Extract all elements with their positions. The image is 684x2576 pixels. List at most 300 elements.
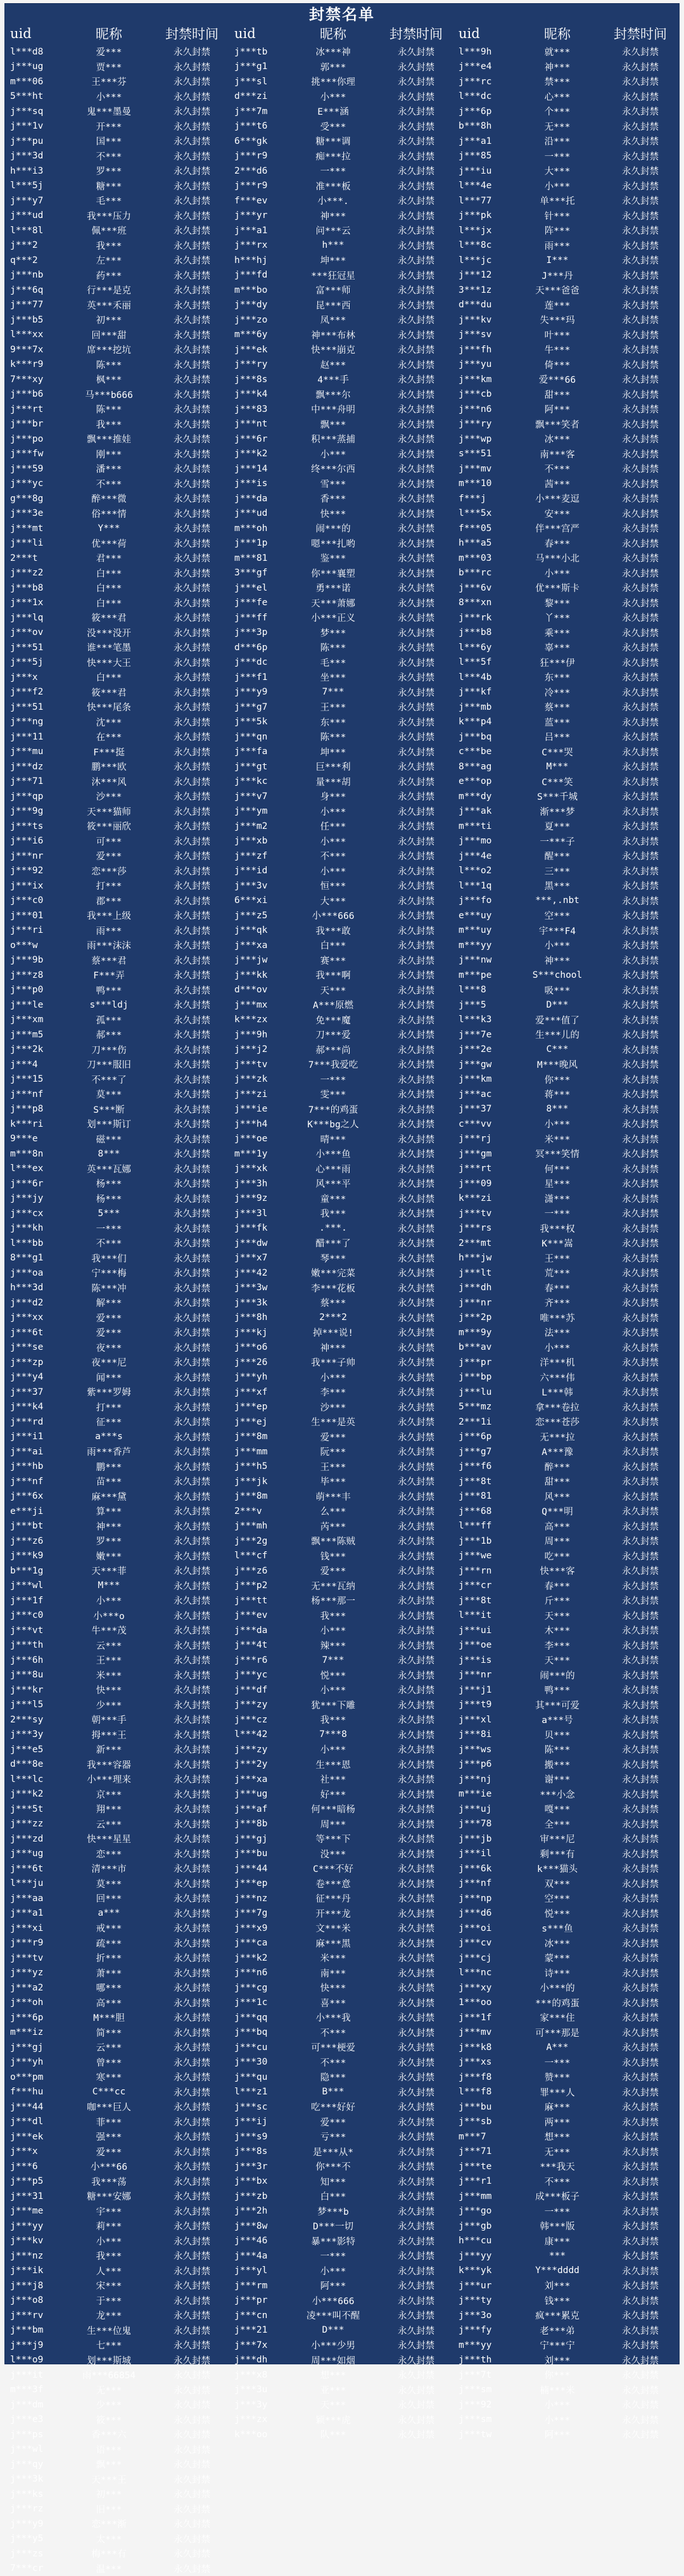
ban-time-cell: 永久封禁 [375, 2309, 457, 2322]
table-row [233, 1266, 457, 1281]
ban-list-block-3 [457, 23, 681, 2576]
table-row [457, 2248, 681, 2264]
ban-time-cell: 永久封禁 [599, 1445, 681, 1458]
nickname-cell: 毛*** [67, 194, 151, 207]
table-row [233, 729, 457, 745]
uid-cell: j***fd [233, 270, 291, 280]
ban-time-cell: 永久封禁 [375, 298, 457, 312]
table-row [9, 1608, 233, 1624]
ban-time-cell: 永久封禁 [375, 373, 457, 386]
uid-cell: j***cg [233, 1983, 291, 1993]
uid-cell: m***pe [457, 970, 516, 980]
table-row [9, 1042, 233, 1058]
nickname-cell: 吕*** [516, 730, 599, 743]
ban-time-cell: 永久封禁 [375, 968, 457, 982]
ban-time-cell: 永久封禁 [151, 120, 233, 133]
uid-cell: j***fh [457, 345, 516, 355]
nickname-cell: 哪*** [67, 1981, 151, 1994]
nickname-cell: 恋***渐 [67, 2517, 151, 2530]
uid-cell: j***ik [9, 2265, 67, 2276]
table-row [9, 357, 233, 373]
table-row [457, 1489, 681, 1504]
uid-cell: j***01 [9, 911, 67, 921]
ban-time-cell: 永久封禁 [599, 2354, 681, 2367]
table-row [457, 1087, 681, 1102]
nickname-cell: 想*** [516, 2130, 599, 2143]
ban-time-cell: 永久封禁 [151, 1281, 233, 1295]
uid-cell: l***bb [9, 1238, 67, 1248]
uid-cell: j***t6 [233, 121, 291, 131]
nickname-cell: 小***的 [516, 1981, 599, 1994]
uid-cell: c***be [457, 747, 516, 757]
ban-time-cell: 永久封禁 [151, 2070, 233, 2084]
ban-time-cell: 永久封禁 [375, 1355, 457, 1369]
uid-cell: j***9g [9, 806, 67, 816]
nickname-cell: 简*** [67, 2026, 151, 2039]
uid-cell: j***xm [9, 1015, 67, 1025]
nickname-cell: 坐*** [291, 670, 375, 684]
ban-time-cell: 永久封禁 [375, 1520, 457, 1533]
nickname-cell: 小*** [516, 1117, 599, 1131]
nickname-cell: 宇***F4 [516, 924, 599, 937]
uid-cell: j***tw [457, 2430, 516, 2440]
table-row [233, 2368, 457, 2383]
nickname-cell: 乘*** [516, 626, 599, 639]
nickname-cell: 喜*** [291, 1996, 375, 2009]
uid-cell: j***7x [233, 2340, 291, 2350]
table-row [233, 1251, 457, 1266]
nickname-cell: 沿*** [516, 134, 599, 148]
nickname-cell: 折*** [67, 1951, 151, 1964]
nickname-cell: 双*** [516, 1877, 599, 1890]
uid-cell: j***se [9, 1342, 67, 1352]
uid-cell: j***4t [233, 1640, 291, 1650]
table-row [457, 60, 681, 75]
table-row [233, 625, 457, 641]
nickname-cell: 紫***罗姆 [67, 1385, 151, 1399]
uid-cell: j***x8 [233, 2370, 291, 2380]
nickname-cell: 我*** [67, 239, 151, 252]
table-row [9, 60, 233, 75]
table-row [9, 729, 233, 745]
table-row [233, 804, 457, 819]
uid-cell: j***fo [457, 895, 516, 906]
uid-cell: j***3y [9, 1729, 67, 1740]
uid-cell: j***a1 [457, 136, 516, 146]
ban-time-cell: 永久封禁 [151, 1951, 233, 1964]
nickname-cell: k***猫头 [516, 1862, 599, 1875]
ban-list-panel [4, 3, 680, 2364]
ban-time-cell: 永久封禁 [375, 1177, 457, 1190]
ban-time-cell: 永久封禁 [599, 90, 681, 103]
uid-cell: 2***mt [457, 1238, 516, 1248]
table-row [9, 1504, 233, 1519]
nickname-cell: 席***挖坑 [67, 343, 151, 356]
table-row [233, 1951, 457, 1966]
nickname-cell: 吃*** [516, 1549, 599, 1563]
table-row [9, 1310, 233, 1326]
uid-cell: j***rt [9, 404, 67, 414]
ban-time-cell: 永久封禁 [599, 1087, 681, 1101]
nickname-cell: 梦*** [291, 626, 375, 639]
nickname-cell: 剩***有 [516, 1847, 599, 1861]
nickname-cell: 不*** [291, 849, 375, 862]
nickname-cell: Y*** [67, 523, 151, 534]
nickname-cell: 小*** [291, 864, 375, 878]
uid-cell: j***2y [233, 1759, 291, 1769]
ban-time-cell: 永久封禁 [599, 2056, 681, 2069]
nickname-cell: A*** [516, 2042, 599, 2053]
nickname-cell: 恒*** [291, 879, 375, 892]
nickname-cell: 白*** [67, 581, 151, 594]
nickname-cell: 茜*** [516, 477, 599, 490]
nickname-cell: 筱***君 [67, 686, 151, 699]
uid-cell: j***yz [9, 1968, 67, 1978]
ban-time-cell: 永久封禁 [599, 2160, 681, 2173]
uid-cell: d***du [457, 300, 516, 310]
nickname-cell: 文***米 [291, 1921, 375, 1935]
nickname-cell: 蔡*** [291, 1296, 375, 1309]
uid-cell: j***zi [233, 1089, 291, 1099]
ban-time-cell: 永久封禁 [599, 686, 681, 699]
uid-cell: j***3k [9, 2474, 67, 2484]
nickname-cell: 康*** [516, 2234, 599, 2248]
table-row [9, 908, 233, 923]
nickname-cell: 麻***黑 [291, 1937, 375, 1950]
ban-time-cell: 永久封禁 [599, 2219, 681, 2233]
table-row [233, 2070, 457, 2085]
table-row [457, 1221, 681, 1236]
header-nickname: 昵称 [516, 24, 599, 43]
table-row [9, 1072, 233, 1087]
nickname-cell: 荒*** [516, 1266, 599, 1279]
nickname-cell: 针*** [516, 209, 599, 222]
nickname-cell: 疏*** [67, 1937, 151, 1950]
uid-cell: d***ov [233, 985, 291, 995]
uid-cell: j***mm [233, 1447, 291, 1457]
uid-cell: j***nw [457, 955, 516, 965]
nickname-cell: 宇*** [67, 2205, 151, 2218]
ban-time-cell: 永久封禁 [375, 388, 457, 401]
ban-time-cell: 永久封禁 [151, 1162, 233, 1176]
uid-cell: j***d6 [457, 1908, 516, 1918]
ban-time-cell: 永久封禁 [151, 2457, 233, 2471]
uid-cell: j***n6 [457, 404, 516, 414]
uid-cell: j***a1 [233, 226, 291, 236]
ban-time-cell: 永久封禁 [599, 537, 681, 550]
nickname-cell: 陈*** [291, 730, 375, 743]
table-row [9, 625, 233, 641]
nickname-cell: M***晚风 [516, 1058, 599, 1071]
nickname-cell: 南***客 [516, 447, 599, 461]
nickname-cell: 周*** [291, 1817, 375, 1831]
table-row [9, 2472, 233, 2487]
uid-cell: j***37 [457, 1104, 516, 1114]
ban-time-cell: 永久封禁 [599, 864, 681, 878]
ban-time-cell: 永久封禁 [599, 1772, 681, 1786]
uid-cell: j***nt [233, 419, 291, 429]
table-row [233, 2383, 457, 2398]
table-row [457, 1295, 681, 1310]
uid-cell: m***oh [233, 523, 291, 534]
nickname-cell: 蔡*** [516, 700, 599, 714]
ban-time-cell: 永久封禁 [599, 105, 681, 118]
nickname-cell: 鬼***墨曼 [67, 105, 151, 118]
uid-cell: j***ak [457, 806, 516, 816]
uid-cell: j***le [9, 1000, 67, 1010]
table-row [457, 759, 681, 774]
uid-cell: m***ti [457, 821, 516, 831]
header-uid: uid [233, 26, 291, 41]
uid-cell: j***6r [233, 434, 291, 444]
uid-cell: j***6t [9, 1864, 67, 1874]
uid-cell: j***ry [233, 359, 291, 369]
nickname-cell: 沙*** [67, 790, 151, 803]
uid-cell: j***th [457, 2355, 516, 2365]
ban-time-cell: 永久封禁 [151, 656, 233, 669]
nickname-cell: 我***啊 [291, 968, 375, 982]
nickname-cell: 征***丹 [291, 1892, 375, 1905]
ban-time-cell: 永久封禁 [151, 1311, 233, 1324]
table-row [457, 2204, 681, 2219]
nickname-cell: 恋***莎 [67, 864, 151, 878]
uid-cell: j***51 [9, 702, 67, 712]
uid-cell: j***46 [233, 2236, 291, 2246]
nickname-cell: 东*** [516, 670, 599, 684]
ban-time-cell: 永久封禁 [151, 1445, 233, 1458]
uid-cell: j***nj [457, 1774, 516, 1785]
nickname-cell: 毕*** [291, 1475, 375, 1488]
nickname-cell: 天*** [291, 2398, 375, 2411]
table-row [457, 864, 681, 879]
nickname-cell: 神*** [67, 1520, 151, 1533]
nickname-cell: 刘*** [516, 2354, 599, 2367]
nickname-cell: 太*** [67, 2532, 151, 2546]
ban-time-cell: 永久封禁 [151, 2160, 233, 2173]
table-row [233, 1593, 457, 1608]
uid-cell: j***ks [9, 2489, 67, 2499]
ban-time-cell: 永久封禁 [599, 1341, 681, 1354]
ban-time-cell: 永久封禁 [599, 1534, 681, 1548]
nickname-cell: 小***o [67, 1609, 151, 1622]
table-row [457, 2278, 681, 2293]
ban-time-cell: 永久封禁 [599, 1400, 681, 1414]
uid-cell: j***pr [233, 2295, 291, 2305]
table-row [457, 610, 681, 625]
nickname-cell: 莲*** [516, 298, 599, 312]
uid-cell: 5***mz [457, 1402, 516, 1412]
uid-cell: j***x7 [233, 1253, 291, 1263]
uid-cell: j***xl [457, 1715, 516, 1725]
ban-time-cell: 永久封禁 [599, 507, 681, 520]
uid-cell: j***z5 [233, 911, 291, 921]
table-row [9, 1221, 233, 1236]
uid-cell: j***t9 [457, 1700, 516, 1710]
ban-time-cell: 永久封禁 [375, 164, 457, 177]
table-row [457, 1355, 681, 1370]
table-row [9, 2427, 233, 2442]
uid-cell: 2***v [233, 1506, 291, 1516]
ban-time-cell: 永久封禁 [151, 775, 233, 788]
uid-cell: j***2h [233, 2206, 291, 2216]
ban-time-cell: 永久封禁 [375, 1802, 457, 1816]
uid-cell: j***th [9, 1640, 67, 1650]
ban-time-cell: 永久封禁 [599, 1058, 681, 1071]
ban-time-cell: 永久封禁 [599, 2309, 681, 2322]
nickname-cell: 大*** [516, 164, 599, 177]
nickname-cell: 刘*** [516, 2279, 599, 2292]
nickname-cell: 鹏*** [67, 1460, 151, 1473]
table-row [233, 715, 457, 730]
nickname-cell: 成***板子 [516, 2189, 599, 2203]
ban-time-cell: 永久封禁 [599, 298, 681, 312]
nickname-cell: 小***66 [67, 2160, 151, 2173]
ban-time-cell: 永久封禁 [151, 1520, 233, 1533]
table-row [457, 1206, 681, 1221]
nickname-cell: h*** [291, 240, 375, 250]
table-row [9, 1876, 233, 1892]
ban-time-cell: 永久封禁 [375, 1326, 457, 1339]
uid-cell: j***ug [233, 1789, 291, 1799]
table-row [457, 1504, 681, 1519]
nickname-cell: 闹***的 [516, 1669, 599, 1682]
nickname-cell: 王*** [291, 1460, 375, 1473]
nickname-cell: 凌***叫不醒 [291, 2309, 375, 2322]
uid-cell: j***44 [233, 1864, 291, 1874]
uid-cell: j***bt [9, 1521, 67, 1531]
nickname-cell: 米*** [67, 1669, 151, 1682]
nickname-cell: 谁***笔墨 [67, 641, 151, 654]
table-row [457, 625, 681, 641]
table-row [233, 1847, 457, 1862]
ban-time-cell: 永久封禁 [151, 507, 233, 520]
table-row [233, 2323, 457, 2338]
uid-cell: 8***g1 [9, 1253, 67, 1263]
table-row [233, 1906, 457, 1921]
ban-time-cell: 永久封禁 [599, 1252, 681, 1265]
nickname-cell: 朝***手 [67, 1713, 151, 1726]
nickname-cell: 其***可爱 [516, 1698, 599, 1712]
table-row [457, 2099, 681, 2115]
ban-time-cell: 永久封禁 [151, 1817, 233, 1831]
uid-cell: l***5j [9, 181, 67, 191]
ban-time-cell: 永久封禁 [375, 1147, 457, 1160]
nickname-cell: 语*** [67, 2443, 151, 2456]
nickname-cell: 麻***黛 [67, 1490, 151, 1503]
uid-cell: j***nz [233, 1894, 291, 1904]
header-nickname: 昵称 [67, 24, 151, 43]
ban-time-cell: 永久封禁 [599, 150, 681, 163]
nickname-cell: 全*** [516, 1817, 599, 1831]
nickname-cell: 陈*** [291, 641, 375, 654]
nickname-cell: 小***少男 [291, 2338, 375, 2352]
nickname-cell: 就*** [516, 45, 599, 58]
table-row [9, 268, 233, 283]
nickname-cell: 我*** [67, 2249, 151, 2262]
uid-cell: j***8b [233, 1819, 291, 1829]
table-row [9, 506, 233, 522]
uid-cell: q***2 [9, 255, 67, 266]
ban-time-cell: 永久封禁 [375, 1207, 457, 1220]
uid-cell: j***rn [457, 1566, 516, 1576]
table-row [9, 640, 233, 655]
uid-cell: j***y7 [9, 196, 67, 206]
table-row [457, 1831, 681, 1847]
uid-cell: j***1f [9, 1596, 67, 1606]
uid-cell: l***z1 [233, 2087, 291, 2097]
ban-time-cell: 永久封禁 [599, 670, 681, 684]
nickname-cell: 莫*** [67, 1087, 151, 1101]
ban-time-cell: 永久封禁 [151, 1192, 233, 1205]
ban-time-cell: 永久封禁 [151, 805, 233, 818]
ban-time-cell: 永久封禁 [375, 686, 457, 699]
uid-cell: j***k8 [457, 2042, 516, 2053]
nickname-cell: 药*** [67, 269, 151, 282]
table-row [9, 1519, 233, 1534]
nickname-cell: 寒*** [67, 2070, 151, 2084]
nickname-cell: 生***儿的 [516, 1028, 599, 1041]
ban-time-cell: 永久封禁 [375, 462, 457, 475]
ban-time-cell: 永久封禁 [375, 2368, 457, 2381]
uid-cell: j***p6 [457, 1759, 516, 1769]
uid-cell: j***cx [9, 1208, 67, 1219]
uid-cell: j***6h [9, 1655, 67, 1665]
nickname-cell: 一*** [516, 2056, 599, 2069]
ban-time-cell: 永久封禁 [151, 134, 233, 148]
table-row [233, 1013, 457, 1028]
uid-cell: 2***d6 [233, 166, 291, 176]
ban-time-cell: 永久封禁 [599, 1549, 681, 1563]
nickname-cell: 回***甜 [67, 328, 151, 342]
table-row [233, 1996, 457, 2011]
table-row [457, 461, 681, 477]
ban-time-cell: 永久封禁 [375, 1951, 457, 1964]
ban-time-cell: 永久封禁 [599, 432, 681, 445]
table-row [9, 1891, 233, 1906]
table-row [9, 685, 233, 700]
table-row [457, 312, 681, 328]
nickname-cell: 蒙*** [516, 1951, 599, 1964]
uid-cell: k***zi [457, 1193, 516, 1203]
nickname-cell: 生***位鬼 [67, 2324, 151, 2337]
uid-cell: j***2p [457, 1312, 516, 1323]
table-row [233, 640, 457, 655]
uid-cell: j***lu [457, 1387, 516, 1397]
table-row [457, 238, 681, 253]
ban-time-cell: 永久封禁 [151, 179, 233, 193]
table-row [233, 402, 457, 417]
ban-time-cell: 永久封禁 [599, 924, 681, 937]
nickname-cell: 刚*** [67, 447, 151, 461]
uid-cell: l***jc [457, 255, 516, 266]
uid-cell: j***6 [9, 2162, 67, 2172]
nickname-cell: 我***敢 [291, 924, 375, 937]
nickname-cell: 郡*** [67, 894, 151, 907]
ban-time-cell: 永久封禁 [599, 894, 681, 907]
nickname-cell: D*** [291, 2325, 375, 2335]
uid-cell: j***c0 [9, 895, 67, 906]
nickname-cell: I*** [516, 255, 599, 266]
ban-list-block-1 [9, 23, 233, 2576]
uid-cell: j***mm [457, 2191, 516, 2201]
nickname-cell: 牛*** [516, 343, 599, 356]
ban-time-cell: 永久封禁 [375, 551, 457, 565]
nickname-cell: 强*** [67, 2130, 151, 2143]
nickname-cell: 你*** [516, 1073, 599, 1086]
nickname-cell: 京*** [67, 1788, 151, 1801]
ban-time-cell: 永久封禁 [375, 1996, 457, 2009]
uid-cell: j***m5 [9, 1030, 67, 1040]
